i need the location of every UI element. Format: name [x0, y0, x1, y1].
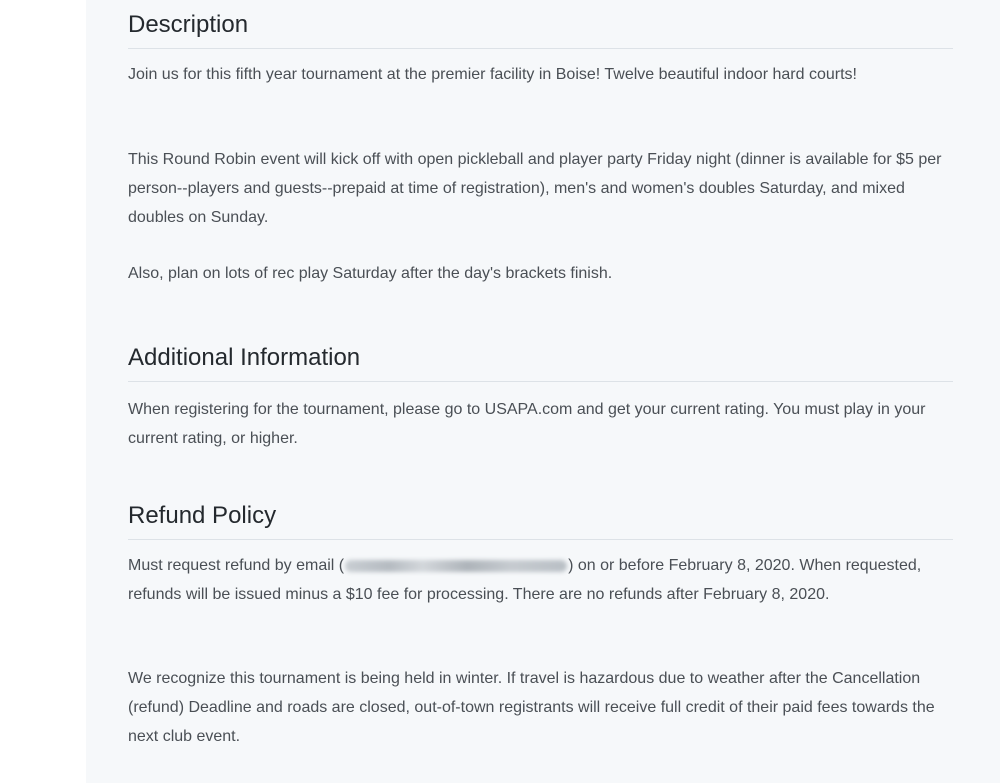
description-paragraph: This Round Robin event will kick off with open pickleball and player party Friday night (dinner is available for $5 per person--players and guests--prepaid at time of registration), men's and women's doubles Saturday, and mixed doubles on Sunday. — [128, 151, 942, 226]
refund-policy-heading: Refund Policy — [128, 501, 953, 540]
refund-text-after-email: ) on or before February 8, 2020. When requested, refunds will be issued minus a $10 fee for processing. There are no refunds after February 8, 2020. — [128, 557, 922, 603]
description-paragraph: Join us for this fifth year tournament at the premier facility in Boise! Twelve beautiful indoor hard courts! — [128, 66, 857, 83]
refund-text-before-email: Must request refund by email ( — [128, 557, 345, 574]
refund-policy-paragraph — [128, 551, 953, 609]
refund-policy-paragraph: We recognize this tournament is being held in winter. If travel is hazardous due to weather after the Cancellation (refund) Deadline and roads are closed, out-of-town registrants will receive full credit of their paid fees towards the next club event. — [128, 670, 935, 745]
additional-information-paragraph: When registering for the tournament, please go to USAPA.com and get your current rating. You must play in your current rating, or higher. — [128, 401, 926, 447]
redacted-email — [345, 560, 567, 572]
additional-information-heading: Additional Information — [128, 343, 953, 382]
description-paragraph: Also, plan on lots of rec play Saturday after the day's brackets finish. — [128, 265, 613, 282]
description-heading: Description — [128, 10, 953, 49]
